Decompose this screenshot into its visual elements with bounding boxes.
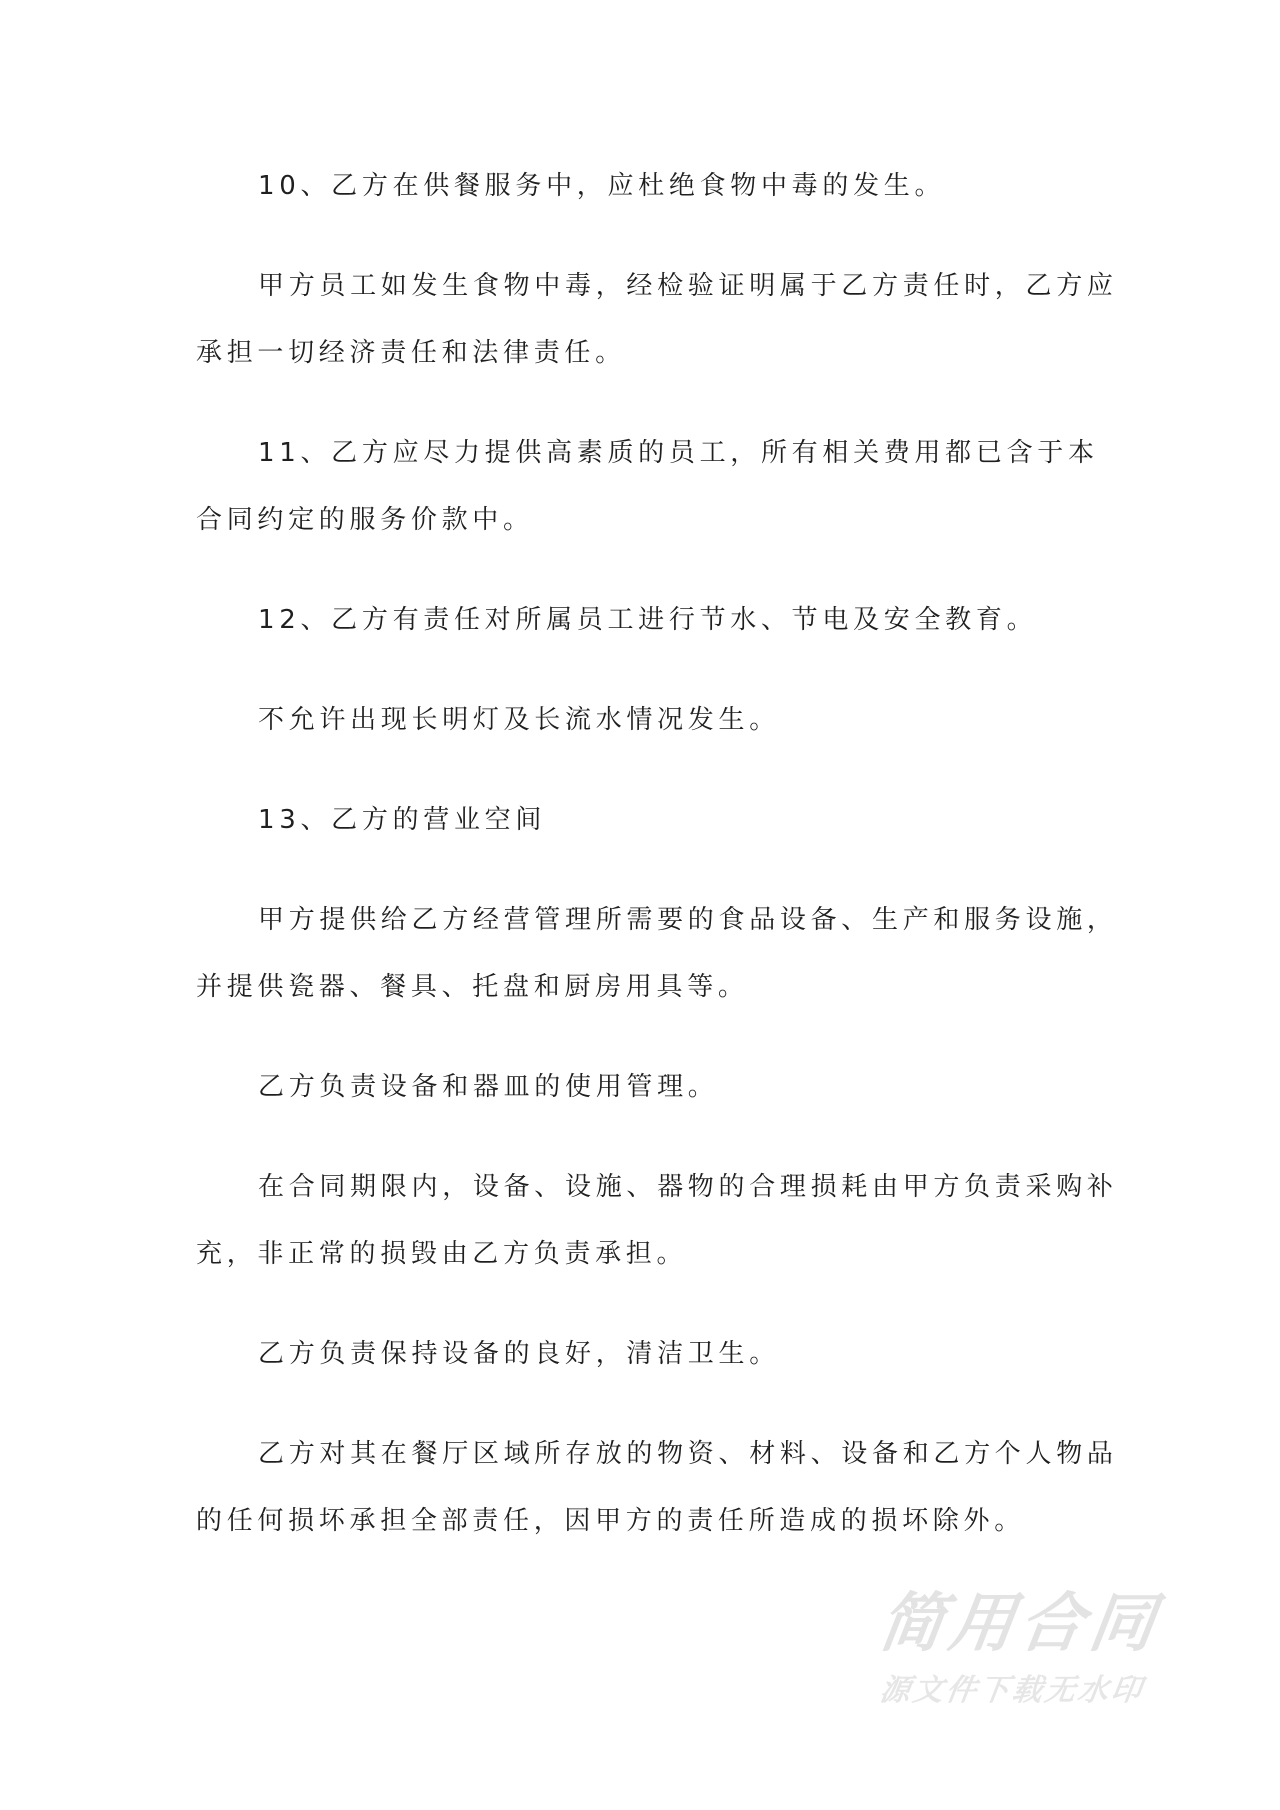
text-line: 13、乙方的营业空间 (258, 805, 547, 835)
document-body (196, 153, 1118, 1588)
clause-13-usage (196, 1054, 1096, 1121)
text-line: 10、乙方在供餐服务中，应杜绝食物中毒的发生。 (258, 171, 946, 201)
text-line: 不允许出现长明灯及长流水情况发生。 (258, 705, 780, 735)
clause-13-equipment (196, 887, 1118, 1021)
clause-11 (196, 420, 1099, 554)
text-line: 承担一切经济责任和法律责任。 (196, 338, 626, 368)
text-line: 充，非正常的损毁由乙方负责承担。 (196, 1239, 688, 1269)
clause-10-detail (196, 253, 1118, 387)
watermark (874, 1587, 1200, 1708)
text-line: 乙方负责设备和器皿的使用管理。 (258, 1072, 719, 1102)
text-line: 的任何损坏承担全部责任，因甲方的责任所造成的损坏除外。 (196, 1506, 1025, 1536)
clause-12 (196, 587, 1096, 654)
text-line: 并提供瓷器、餐具、托盘和厨房用具等。 (196, 972, 749, 1002)
text-line: 甲方提供给乙方经营管理所需要的食品设备、生产和服务设施， (258, 905, 1118, 935)
watermark-title: 简用合同 (874, 1587, 1166, 1661)
text-line: 11、乙方应尽力提供高素质的员工，所有相关费用都已含于本 (258, 438, 1099, 468)
clause-13-heading (196, 787, 1096, 854)
text-line: 甲方员工如发生食物中毒，经检验证明属于乙方责任时，乙方应 (258, 271, 1118, 301)
text-line: 乙方对其在餐厅区域所存放的物资、材料、设备和乙方个人物品 (258, 1439, 1118, 1469)
text-line: 合同约定的服务价款中。 (196, 505, 534, 535)
text-line: 乙方负责保持设备的良好，清洁卫生。 (258, 1339, 780, 1369)
clause-13-wear (196, 1154, 1118, 1288)
clause-13-liability (196, 1421, 1118, 1555)
clause-13-hygiene (196, 1321, 1096, 1388)
clause-12-detail (196, 687, 1096, 754)
clause-10 (196, 153, 1096, 220)
text-line: 12、乙方有责任对所属员工进行节水、节电及安全教育。 (258, 605, 1038, 635)
text-line: 在合同期限内，设备、设施、器物的合理损耗由甲方负责采购补 (258, 1172, 1118, 1202)
watermark-subtitle: 源文件下载无水印 (877, 1673, 1147, 1708)
